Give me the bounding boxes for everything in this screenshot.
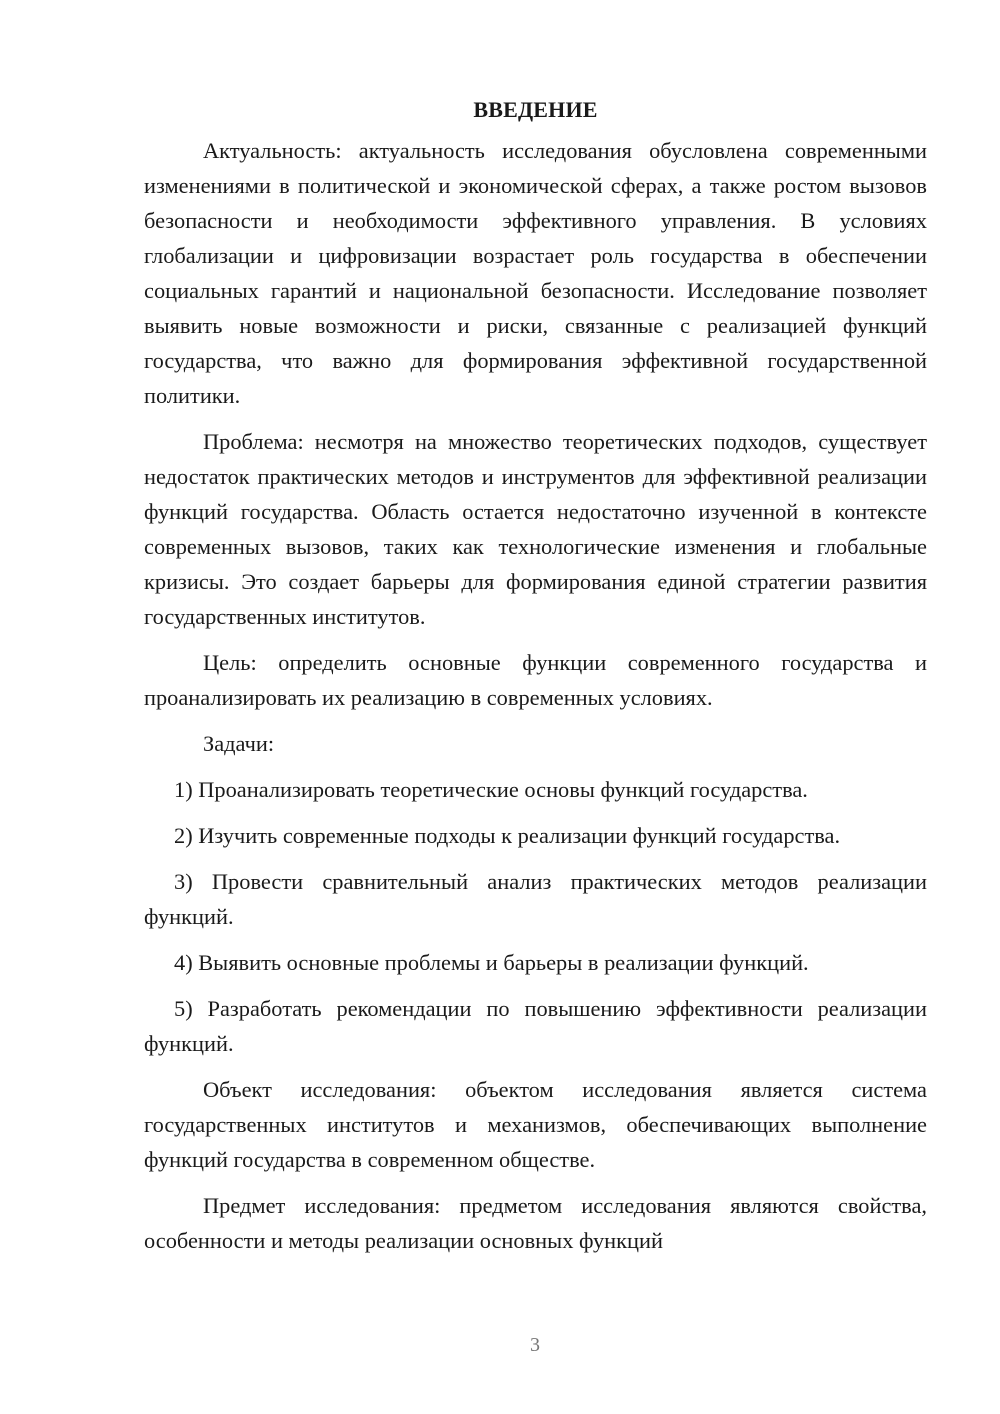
task-item: 2) Изучить современные подходы к реализации функций государства. xyxy=(174,823,841,848)
task-item: 1) Проанализировать теоретические основы функций государства. xyxy=(174,777,808,802)
problem-paragraph: Проблема: несмотря на множество теоретических подходов, существует недостаток практических методов и инструментов для эффективной реализации функций государства. Область остается недостаточно изученной в контексте современных вызовов, таких как технологические изменения и глобальные кризисы. Это создает барьеры для формирования единой стратегии развития государственных институтов. xyxy=(144,429,927,629)
task-item: 3) Провести сравнительный анализ практических методов реализации функций. xyxy=(144,869,927,929)
object-paragraph: Объект исследования: объектом исследования является система государственных институтов и механизмов, обеспечивающих выполнение функций государства в современном обществе. xyxy=(144,1077,927,1172)
tasks-heading: Задачи: xyxy=(203,731,275,756)
goal-paragraph: Цель: определить основные функции современного государства и проанализировать их реализацию в современных условиях. xyxy=(144,650,927,710)
subject-paragraph: Предмет исследования: предметом исследования являются свойства, особенности и методы реализации основных функций xyxy=(144,1193,927,1253)
task-item: 5) Разработать рекомендации по повышению эффективности реализации функций. xyxy=(144,996,927,1056)
relevance-paragraph: Актуальность: актуальность исследования обусловлена современными изменениями в политической и экономической сферах, а также ростом вызовов безопасности и необходимости эффективного управления. В условиях глобализации и цифровизации возрастает роль государства в обеспечении социальных гарантий и национальной безопасности. Исследование позволяет выявить новые возможности и риски, связанные с реализацией функций государства, что важно для формирования эффективной государственной политики. xyxy=(144,138,927,408)
section-title: ВВЕДЕНИЕ xyxy=(473,97,598,122)
document-page xyxy=(144,92,927,1269)
task-item: 4) Выявить основные проблемы и барьеры в реализации функций. xyxy=(174,950,809,975)
page-number: 3 xyxy=(530,1334,540,1356)
